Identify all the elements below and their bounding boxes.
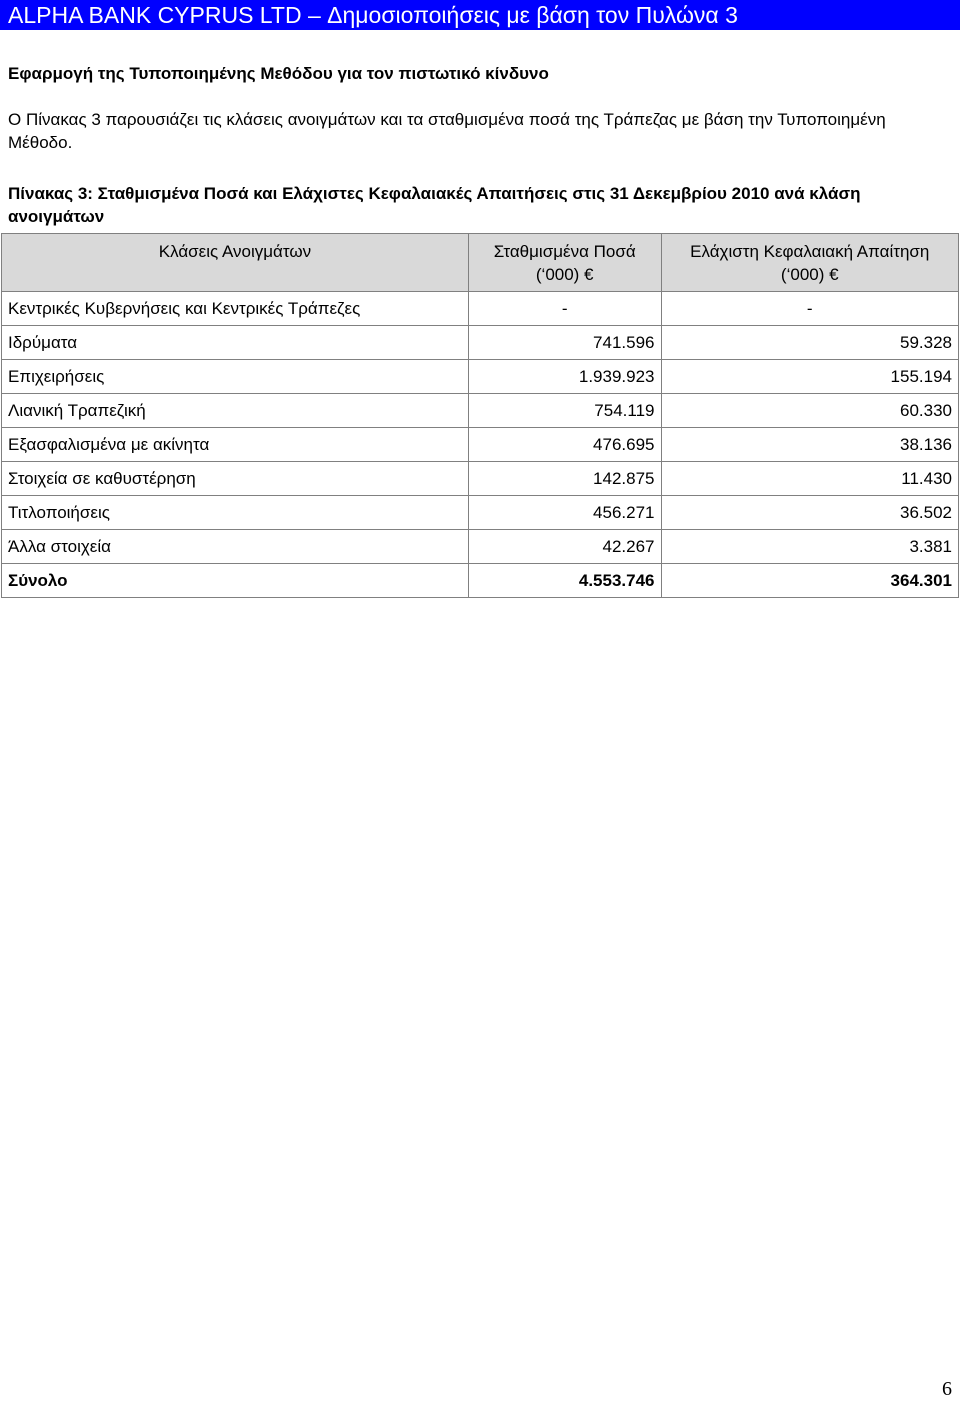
table-row [2, 530, 959, 564]
table-row [2, 326, 959, 360]
row-label: Επιχειρήσεις [2, 360, 469, 394]
row-capital: 59.328 [661, 326, 959, 360]
row-label: Άλλα στοιχεία [2, 530, 469, 564]
total-rwa: 4.553.746 [468, 564, 661, 598]
intro-paragraph: Ο Πίνακας 3 παρουσιάζει τις κλάσεις ανοιγμάτων και τα σταθμισμένα ποσά της Τράπεζας με βάση την Τυποποιημένη Μέθοδο. [8, 110, 886, 152]
table-row [2, 462, 959, 496]
row-capital: - [661, 292, 959, 326]
page-header-title: ALPHA BANK CYPRUS LTD – Δημοσιοποιήσεις με βάση τον Πυλώνα 3 [8, 2, 738, 28]
page-header-bar [0, 0, 960, 30]
row-label: Στοιχεία σε καθυστέρηση [2, 462, 469, 496]
row-capital: 60.330 [661, 394, 959, 428]
table-total-row [2, 564, 959, 598]
table-row [2, 394, 959, 428]
row-label: Κεντρικές Κυβερνήσεις και Κεντρικές Τράπεζες [2, 292, 469, 326]
table-caption: Πίνακας 3: Σταθμισμένα Ποσά και Ελάχιστες Κεφαλαιακές Απαιτήσεις στις 31 Δεκεμβρίου 2010 ανά κλάση ανοιγμάτων [8, 184, 861, 226]
table-header-row [2, 234, 959, 292]
row-capital: 36.502 [661, 496, 959, 530]
row-rwa: 754.119 [468, 394, 661, 428]
row-capital: 38.136 [661, 428, 959, 462]
row-capital: 155.194 [661, 360, 959, 394]
table-row [2, 360, 959, 394]
row-capital: 11.430 [661, 462, 959, 496]
total-label: Σύνολο [2, 564, 469, 598]
row-rwa: 142.875 [468, 462, 661, 496]
exposure-classes-table [1, 233, 959, 598]
row-rwa: - [468, 292, 661, 326]
header-weighted-amounts: Σταθμισμένα Ποσά (‘000) € [468, 234, 661, 292]
page-number: 6 [942, 1378, 952, 1400]
row-rwa: 42.267 [468, 530, 661, 564]
section-title: Εφαρμογή της Τυποποιημένης Μεθόδου για τον πιστωτικό κίνδυνο [8, 64, 549, 83]
row-rwa: 456.271 [468, 496, 661, 530]
row-label: Ιδρύματα [2, 326, 469, 360]
row-label: Εξασφαλισμένα με ακίνητα [2, 428, 469, 462]
row-label: Λιανική Τραπεζική [2, 394, 469, 428]
table-row [2, 292, 959, 326]
row-label: Τιτλοποιήσεις [2, 496, 469, 530]
header-exposure-classes: Κλάσεις Ανοιγμάτων [2, 234, 469, 292]
header-min-capital-requirement: Ελάχιστη Κεφαλαιακή Απαίτηση (‘000) € [661, 234, 959, 292]
row-rwa: 1.939.923 [468, 360, 661, 394]
table-row [2, 428, 959, 462]
table-row [2, 496, 959, 530]
row-rwa: 741.596 [468, 326, 661, 360]
row-rwa: 476.695 [468, 428, 661, 462]
row-capital: 3.381 [661, 530, 959, 564]
total-capital: 364.301 [661, 564, 959, 598]
